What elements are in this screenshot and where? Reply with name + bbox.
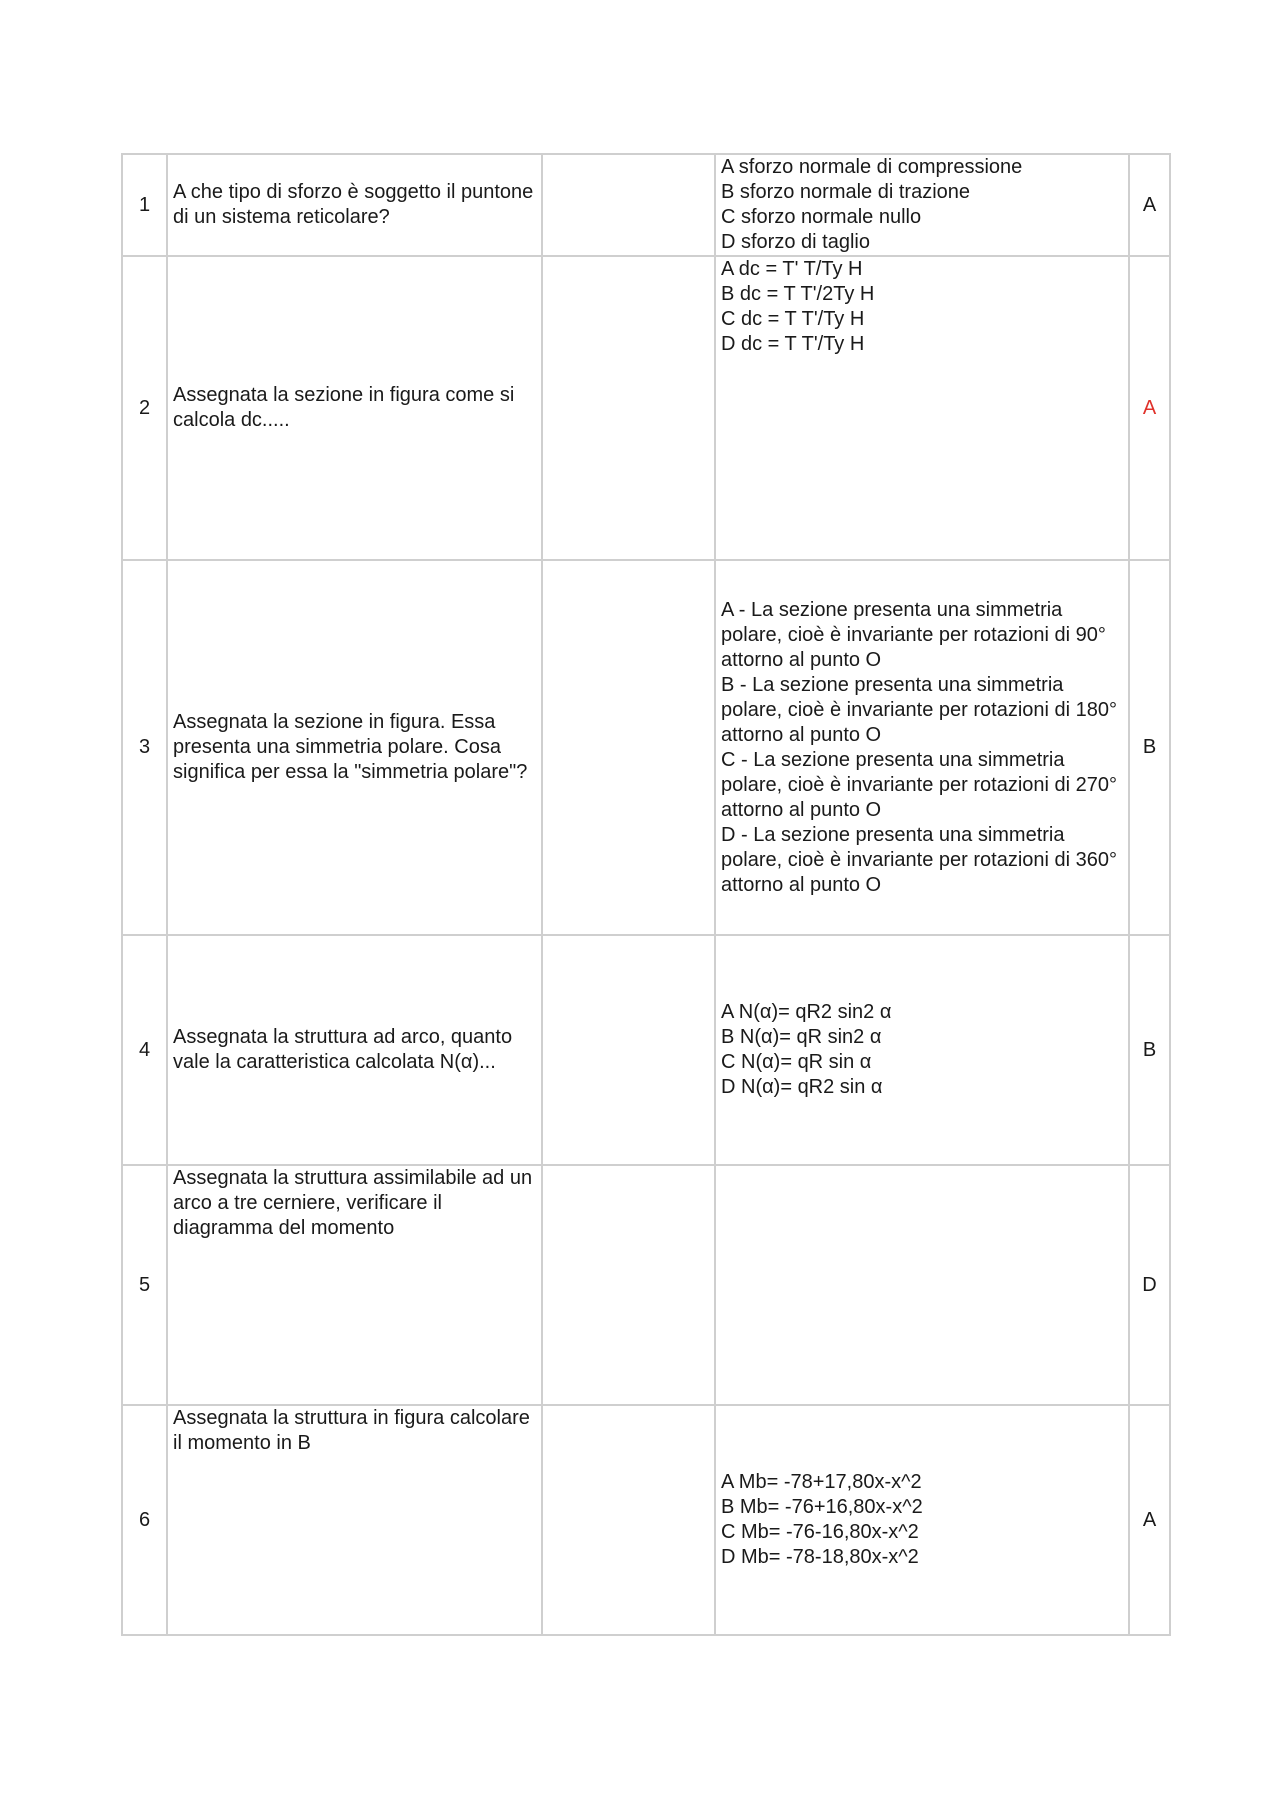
table-row <box>122 560 1170 935</box>
quiz-table <box>121 153 1171 1636</box>
option-c: C - La sezione presenta una simmetria polare, cioè è invariante per rotazioni di 270° attorno al punto O <box>721 748 1118 821</box>
option-a: A Mb= -78+17,80x-x^2 <box>721 1471 922 1493</box>
table-row <box>122 256 1170 560</box>
option-a: A sforzo normale di compressione <box>721 156 1023 178</box>
option-a: A dc = T' T/Ty H <box>721 258 863 280</box>
option-d: D dc = T T'/Ty H <box>721 333 865 355</box>
question-text: Assegnata la sezione in figura come si calcola dc..... <box>167 256 542 560</box>
answer-cell: D <box>1129 1165 1170 1405</box>
option-a: A N(α)= qR2 sin2 α <box>721 1001 892 1023</box>
option-c: C Mb= -76-16,80x-x^2 <box>721 1521 919 1543</box>
option-c: C sforzo normale nullo <box>721 206 922 228</box>
answer-cell: A <box>1129 154 1170 256</box>
option-b: B Mb= -76+16,80x-x^2 <box>721 1496 923 1518</box>
figure-cell <box>542 935 715 1165</box>
table-row <box>122 1165 1170 1405</box>
options-cell <box>715 560 1129 935</box>
option-d: D - La sezione presenta una simmetria polare, cioè è invariante per rotazioni di 360° attorno al punto O <box>721 823 1118 896</box>
options-cell <box>715 154 1129 256</box>
table-row <box>122 154 1170 256</box>
table-row <box>122 935 1170 1165</box>
question-number: 6 <box>122 1405 167 1635</box>
option-d: D sforzo di taglio <box>721 231 870 253</box>
figure-cell <box>542 1405 715 1635</box>
options-cell <box>715 1405 1129 1635</box>
option-d: D N(α)= qR2 sin α <box>721 1076 883 1098</box>
option-c: C N(α)= qR sin α <box>721 1051 872 1073</box>
question-text: Assegnata la struttura in figura calcolare il momento in B <box>167 1405 542 1635</box>
answer-cell: B <box>1129 935 1170 1165</box>
question-number: 3 <box>122 560 167 935</box>
question-text: Assegnata la struttura ad arco, quanto vale la caratteristica calcolata N(α)... <box>167 935 542 1165</box>
figure-cell <box>542 560 715 935</box>
option-b: B - La sezione presenta una simmetria polare, cioè è invariante per rotazioni di 180° attorno al punto O <box>721 673 1118 746</box>
option-b: B dc = T T'/2Ty H <box>721 283 875 305</box>
answer-cell: B <box>1129 560 1170 935</box>
figure-cell <box>542 154 715 256</box>
options-cell <box>715 1165 1129 1405</box>
option-a: A - La sezione presenta una simmetria polare, cioè è invariante per rotazioni di 90° attorno al punto O <box>721 598 1106 671</box>
option-d: D Mb= -78-18,80x-x^2 <box>721 1546 919 1568</box>
question-text: Assegnata la struttura assimilabile ad un arco a tre cerniere, verificare il diagramma del momento <box>167 1165 542 1405</box>
question-text: Assegnata la sezione in figura. Essa presenta una simmetria polare. Cosa significa per essa la "simmetria polare"? <box>167 560 542 935</box>
question-number: 1 <box>122 154 167 256</box>
figure-cell <box>542 1165 715 1405</box>
option-c: C dc = T T'/Ty H <box>721 308 865 330</box>
option-b: B N(α)= qR sin2 α <box>721 1026 882 1048</box>
options-cell <box>715 935 1129 1165</box>
question-number: 5 <box>122 1165 167 1405</box>
table-row <box>122 1405 1170 1635</box>
figure-cell <box>542 256 715 560</box>
question-number: 4 <box>122 935 167 1165</box>
options-cell <box>715 256 1129 560</box>
question-text: A che tipo di sforzo è soggetto il puntone di un sistema reticolare? <box>167 154 542 256</box>
option-b: B sforzo normale di trazione <box>721 181 971 203</box>
question-number: 2 <box>122 256 167 560</box>
answer-cell: A <box>1129 256 1170 560</box>
answer-cell: A <box>1129 1405 1170 1635</box>
